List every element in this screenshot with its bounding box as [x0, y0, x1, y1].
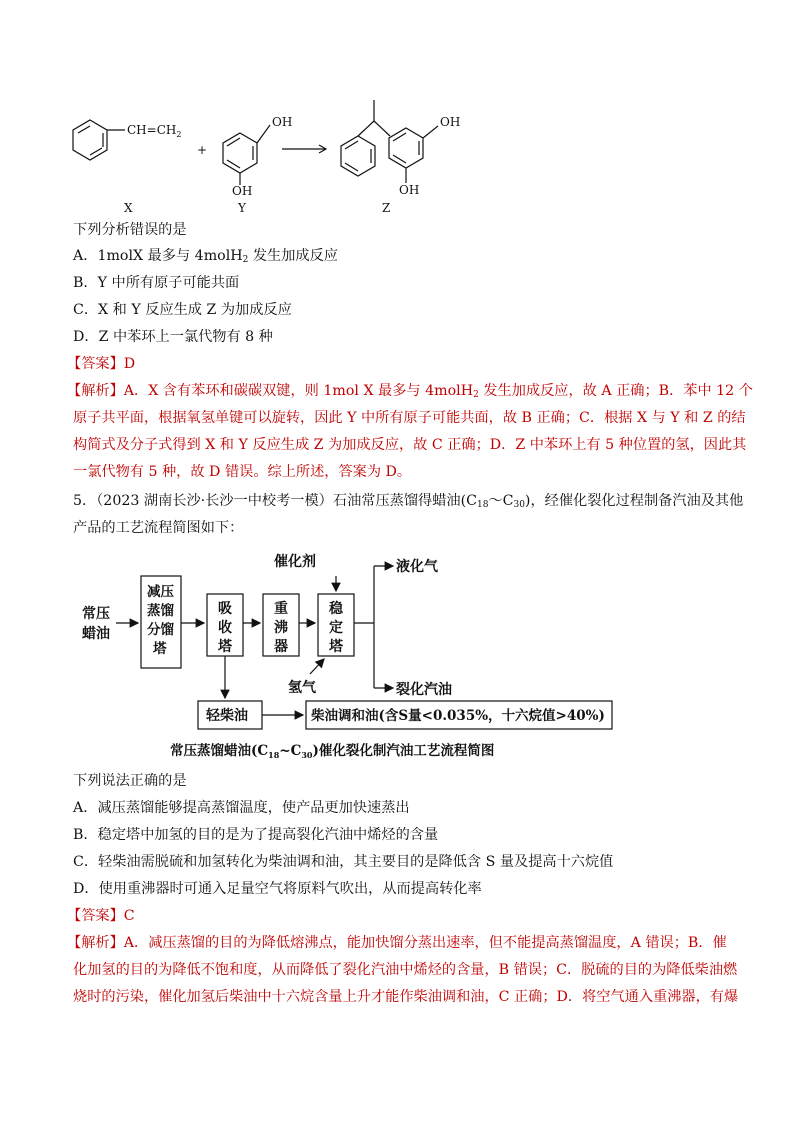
benzene-ring-y: [223, 133, 257, 173]
box3-label: 重沸器: [274, 601, 288, 655]
q4-option-a: A．1molX 最多与 4molH$_2$ 发生加成反应: [73, 248, 338, 265]
process-flow-diagram: [78, 546, 638, 766]
q5-analysis-2: 化加氢的目的为降低不饱和度，从而降低了裂化汽油中烯烃的含量，B 错误；C．脱硫的目的为降低柴油燃: [73, 962, 738, 978]
x-vinyl: $CH=CH_2$: [127, 123, 182, 139]
light-diesel-label: 轻柴油: [206, 708, 248, 724]
q4-option-d: D．Z 中苯环上一氯代物有 8 种: [73, 329, 273, 345]
label-z: Z: [382, 201, 391, 215]
q5-option-a: A．减压蒸馏能够提高蒸馏温度，使产品更加快速蒸出: [73, 800, 410, 816]
benzene-ring-z-right: [389, 128, 423, 168]
q5-option-c: C．轻柴油需脱硫和加氢转化为柴油调和油，其主要目的是降低含 S 量及提高十六烷值: [73, 854, 614, 870]
q4-option-b: B．Y 中所有原子可能共面: [73, 275, 240, 291]
output-gasoline-label: 裂化汽油: [396, 682, 452, 698]
q4-analysis-1: 【解析】A．X 含有苯环和碳碳双键，则 1mol X 最多与 4molH$_2$ 发生加成反应，故 A 正确；B．苯中 12 个: [67, 383, 753, 400]
q4-analysis-3: 构简式及分子式得到 X 和 Y 反应生成 Z 为加成反应，故 C 正确；D．Z 中苯环上有 5 种位置的氢，因此其: [73, 437, 747, 453]
box4-label: 稳定塔: [329, 601, 343, 655]
z-oh-bottom: OH: [399, 183, 420, 197]
catalyst-label: 催化剂: [274, 554, 316, 570]
q4-stem: 下列分析错误的是: [73, 222, 187, 238]
flow-caption: 常压蒸馏蜡油$(C_{18}\sim C_{30})$催化裂化制汽油工艺流程简图: [170, 743, 495, 760]
y-oh-top: OH: [272, 115, 293, 129]
z-oh-top: OH: [440, 115, 461, 129]
reaction-scheme: [60, 88, 520, 218]
q5-stem2: 下列说法正确的是: [73, 773, 187, 789]
plus-sign: +: [197, 143, 208, 157]
y-oh-bottom: OH: [232, 184, 253, 198]
label-x: X: [124, 201, 133, 215]
box2-label: 吸收塔: [218, 601, 232, 655]
q5-stem-2: 产品的工艺流程简图如下：: [73, 520, 244, 536]
q4-analysis-2: 原子共平面，根据氧氢单键可以旋转，因此 Y 中所有原子可能共面，故 B 正确；C．根据 X 与 Y 和 Z 的结: [73, 410, 746, 426]
q4-answer: 【答案】D: [67, 356, 136, 372]
q5-stem-1: 5．（2023 湖南长沙·长沙一中校考一模）石油常压蒸馏得蜡油$(C_{18}\sim C_{30})$，经催化裂化过程制备汽油及其他: [73, 493, 744, 510]
q4-analysis-4: 一氯代物有 5 种，故 D 错误。综上所述，答案为 D。: [73, 464, 412, 480]
output-gas-label: 液化气: [396, 559, 438, 575]
hydrogen-label: 氢气: [288, 680, 316, 696]
q5-analysis-1: 【解析】A．减压蒸馏的目的为降低熔沸点，能加快馏分蒸出速率，但不能提高蒸馏温度，A 错误；B．催: [67, 935, 727, 951]
label-y: Y: [238, 201, 246, 215]
q5-option-d: D．使用重沸器时可通入足量空气将原料气吹出，从而提高转化率: [73, 881, 482, 897]
q5-option-b: B．稳定塔中加氢的目的是为了提高裂化汽油中烯烃的含量: [73, 827, 439, 843]
q5-analysis-3: 烧时的污染，催化加氢后柴油中十六烷含量上升才能作柴油调和油，C 正确；D．将空气通入重沸器，有爆: [73, 989, 739, 1005]
benzene-ring-z-left: [341, 136, 375, 176]
box1-label: 减压蒸馏分馏塔: [147, 584, 174, 657]
diesel-blend-label: 柴油调和油(含S量<0.035%，十六烷值>40%): [311, 708, 605, 724]
flow-start: 常压蜡油: [82, 606, 110, 642]
q5-answer: 【答案】C: [67, 908, 135, 924]
q4-option-c: C．X 和 Y 反应生成 Z 为加成反应: [73, 302, 292, 318]
